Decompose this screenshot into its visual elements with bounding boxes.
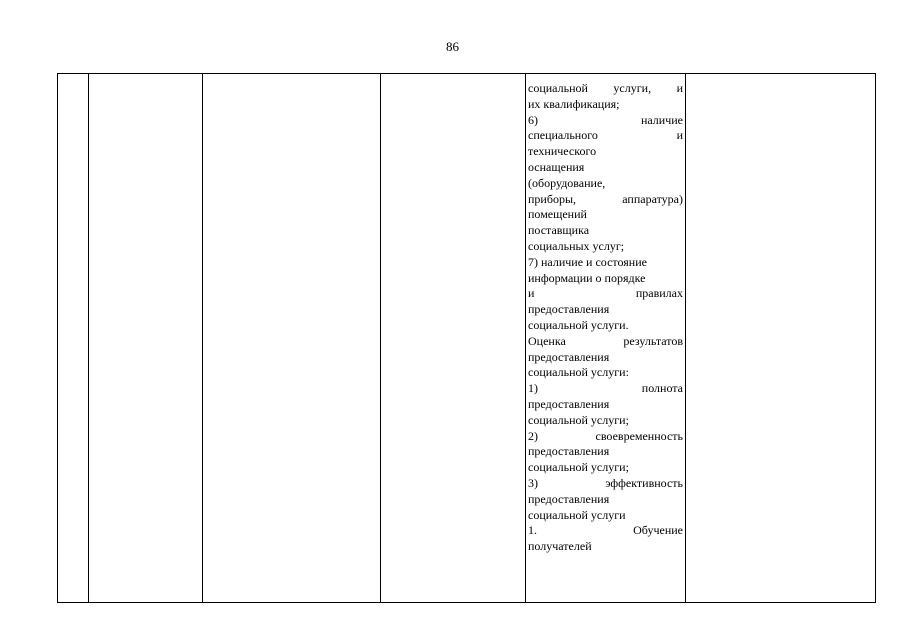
text-line <box>528 476 683 492</box>
table-cell-col-6 <box>686 74 875 602</box>
table-cell-col-4 <box>381 74 526 602</box>
text-word: Оценка <box>528 333 566 348</box>
table-cell-col-5 <box>526 74 686 602</box>
text-word: социальной услуги; <box>528 412 629 427</box>
text-word: оснащения <box>528 159 585 174</box>
text-word: их квалификация; <box>528 96 620 111</box>
text-word: предоставления <box>528 349 610 364</box>
text-word: специального <box>528 128 598 143</box>
text-line <box>528 523 683 539</box>
text-line <box>528 413 683 429</box>
text-word: социальных услуг; <box>528 238 625 253</box>
text-word: (оборудование, <box>528 175 606 190</box>
text-line <box>528 539 683 555</box>
text-line <box>528 444 683 460</box>
text-line <box>528 334 683 350</box>
table-cell-col-3 <box>203 74 381 602</box>
text-line <box>528 239 683 255</box>
text-word: предоставления <box>528 396 610 411</box>
table-cell-col-2 <box>89 74 203 602</box>
text-word: социальной услуги <box>528 507 626 522</box>
text-word: социальной <box>528 81 588 95</box>
text-word: технического <box>528 144 597 159</box>
text-word: 7) наличие и состояние <box>528 254 647 269</box>
text-word: 3) <box>528 475 538 490</box>
text-word: информации о порядке <box>528 270 646 285</box>
text-word: 1) <box>528 381 538 396</box>
text-word: 6) <box>528 112 538 127</box>
text-line <box>528 271 683 287</box>
text-line <box>528 97 683 113</box>
text-word: 1. <box>528 523 537 538</box>
text-word: помещений <box>528 207 587 222</box>
text-line <box>528 492 683 508</box>
text-word: своевременность <box>595 428 683 443</box>
text-line <box>528 350 683 366</box>
text-word: аппаратура) <box>622 191 683 206</box>
text-word: поставщика <box>528 223 590 238</box>
text-word: услуги, <box>613 81 652 95</box>
text-word: Обучение <box>633 523 683 538</box>
text-word: наличие <box>640 112 683 127</box>
text-word: предоставления <box>528 491 610 506</box>
text-line <box>528 160 683 176</box>
text-line <box>528 365 683 381</box>
text-line <box>528 113 683 129</box>
text-word: предоставления <box>528 444 610 459</box>
text-line <box>528 381 683 397</box>
text-line <box>528 192 683 208</box>
text-word: полнота <box>641 381 683 396</box>
text-word: и <box>676 128 683 143</box>
text-line <box>528 397 683 413</box>
table-cell-col-1 <box>58 74 89 602</box>
text-word: социальной услуги: <box>528 365 629 380</box>
text-word: предоставления <box>528 302 610 317</box>
text-line <box>528 176 683 192</box>
text-line <box>528 81 683 97</box>
text-word: 2) <box>528 428 538 443</box>
text-line <box>528 144 683 160</box>
text-word: социальной услуги. <box>528 317 629 332</box>
text-line <box>528 223 683 239</box>
text-word: результатов <box>623 333 683 348</box>
text-line <box>528 207 683 223</box>
text-line <box>528 128 683 144</box>
text-line <box>528 508 683 524</box>
text-word: и <box>528 286 535 301</box>
text-line <box>528 255 683 271</box>
text-line <box>528 429 683 445</box>
text-word: приборы, <box>528 191 577 206</box>
document-table <box>57 73 876 603</box>
text-word: правилах <box>635 286 683 301</box>
text-line <box>528 460 683 476</box>
text-line <box>528 286 683 302</box>
text-word: и <box>676 81 683 95</box>
text-word: социальной услуги; <box>528 460 629 475</box>
text-word: получателей <box>528 539 592 554</box>
text-line <box>528 302 683 318</box>
text-word: эффективность <box>605 475 683 490</box>
page-number: 86 <box>446 39 459 54</box>
text-line <box>528 318 683 334</box>
